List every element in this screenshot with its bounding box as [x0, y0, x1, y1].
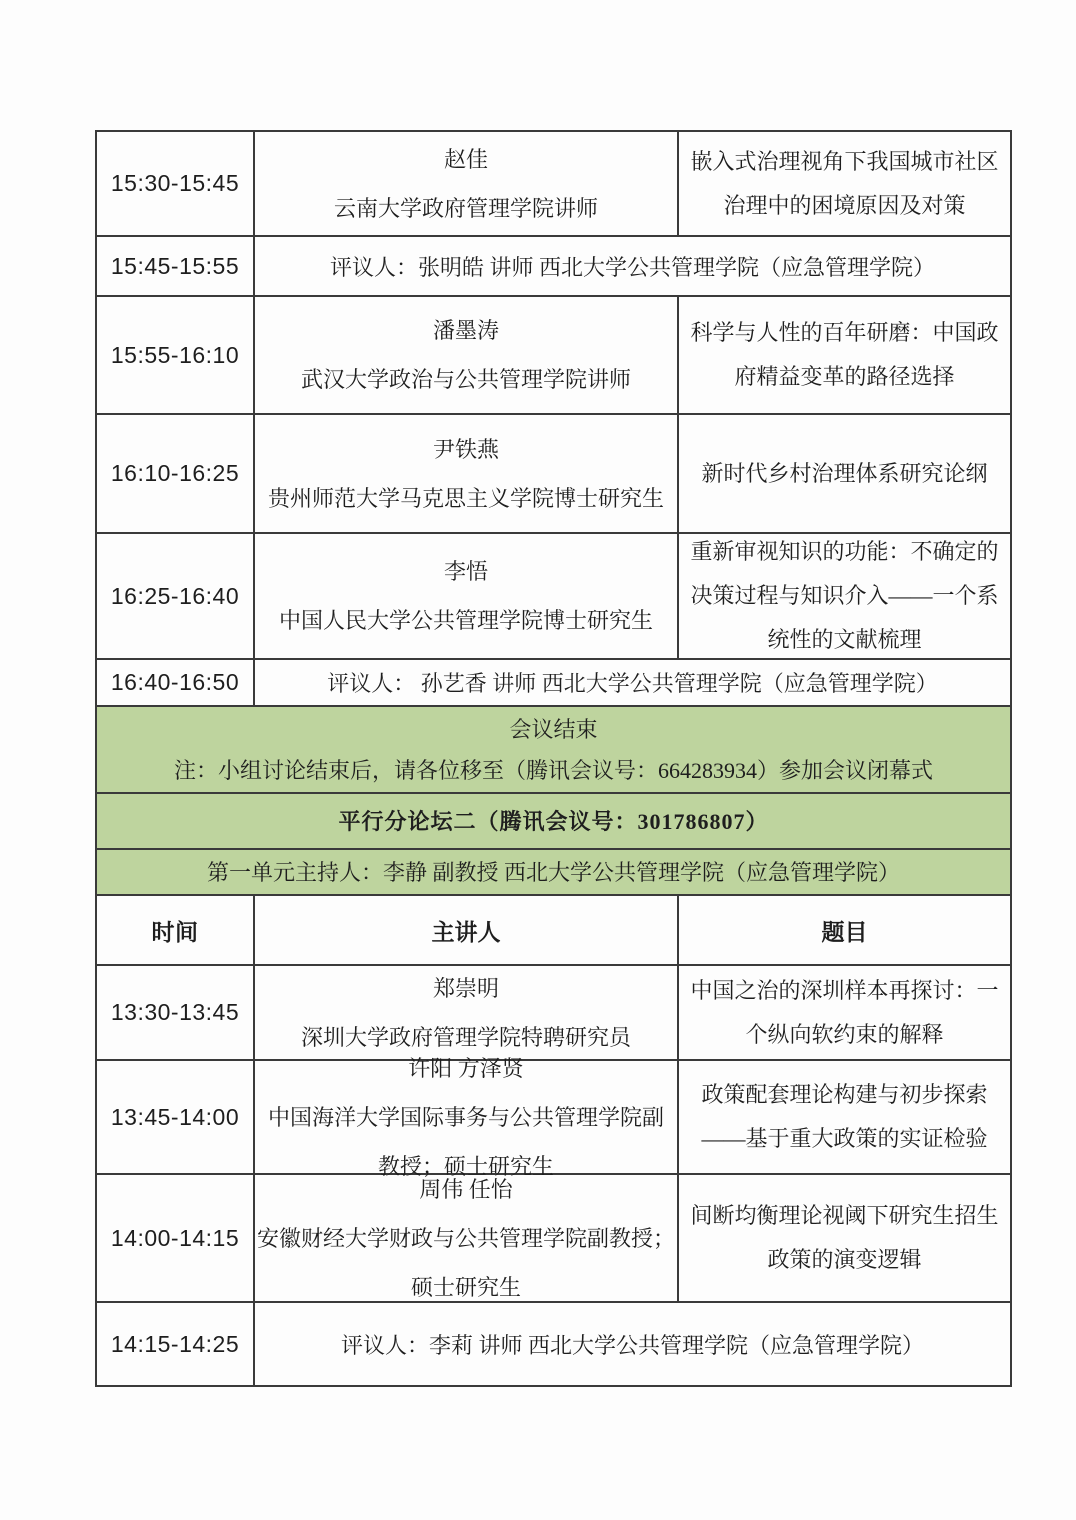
paper-title-line: 个纵向软约束的解释	[745, 1021, 944, 1047]
speaker-cell	[255, 1055, 679, 1179]
paper-title-line: 新时代乡村治理体系研究论纲	[701, 460, 988, 486]
table-row	[97, 297, 1010, 415]
title-cell	[679, 297, 1010, 413]
closing-title: 会议结束	[509, 716, 598, 742]
time-text: 15:30-15:45	[110, 170, 240, 196]
speaker-name: 许阳 方泽贤	[408, 1055, 524, 1081]
speaker-name: 潘墨涛	[432, 318, 499, 343]
paper-title-line: 科学与人性的百年研磨：中国政	[690, 320, 999, 345]
time-text: 16:40-16:50	[110, 669, 240, 695]
paper-title-line: 府精益变革的路径选择	[734, 364, 955, 389]
speaker-cell	[255, 534, 679, 658]
paper-title-line: 政策的演变逻辑	[767, 1247, 922, 1272]
speaker-name: 赵佳	[443, 146, 488, 172]
evaluator-note: 评议人： 孙艺香 讲师 西北大学公共管理学院（应急管理学院）	[327, 671, 938, 696]
speaker-affiliation: 硕士研究生	[410, 1274, 521, 1300]
paper-title-line: 政策配套理论构建与初步探索	[701, 1082, 988, 1107]
time-text: 15:55-16:10	[110, 341, 240, 368]
paper-title-line: ——基于重大政策的实证检验	[701, 1126, 988, 1151]
evaluator-cell	[255, 237, 1010, 295]
table-row	[97, 1055, 1010, 1179]
time-cell	[97, 297, 255, 413]
closing-note: 注：小组讨论结束后，请各位移至（腾讯会议号：664283934）参加会议闭幕式	[173, 757, 933, 783]
speaker-affiliation: 教授；硕士研究生	[377, 1153, 554, 1179]
speaker-name: 李悟	[443, 559, 488, 584]
header-title-label: 题目	[821, 919, 868, 945]
time-cell	[97, 237, 255, 295]
time-cell	[97, 415, 255, 532]
time-cell	[97, 534, 255, 658]
time-cell	[97, 1061, 255, 1173]
title-cell	[679, 534, 1010, 658]
time-text: 14:15-14:25	[110, 1330, 240, 1357]
title-cell	[679, 966, 1010, 1059]
time-cell	[97, 966, 255, 1059]
evaluator-note: 评议人：李莉 讲师 西北大学公共管理学院（应急管理学院）	[340, 1332, 924, 1358]
time-cell	[97, 660, 255, 705]
time-text: 16:25-16:40	[110, 582, 240, 609]
speaker-cell	[255, 132, 679, 235]
speaker-name: 周伟 任怡	[419, 1176, 513, 1202]
paper-title-line: 嵌入式治理视角下我国城市社区	[690, 148, 999, 174]
table-header-row	[97, 896, 1010, 966]
title-cell	[679, 1061, 1010, 1173]
time-text: 13:45-14:00	[110, 1103, 240, 1130]
paper-title-line: 治理中的困境原因及对策	[723, 192, 966, 218]
table-row-evaluator	[97, 1303, 1010, 1385]
time-text: 14:00-14:15	[110, 1224, 240, 1251]
table-row	[97, 415, 1010, 534]
table-row	[97, 132, 1010, 237]
speaker-affiliation: 中国海洋大学国际事务与公共管理学院副	[267, 1104, 664, 1130]
speaker-affiliation: 云南大学政府管理学院讲师	[333, 195, 598, 221]
forum2-moderator-band	[97, 850, 1010, 896]
header-speaker	[255, 896, 679, 964]
speaker-cell	[255, 415, 679, 532]
paper-title-line: 重新审视知识的功能：不确定的	[690, 539, 999, 564]
speaker-affiliation: 武汉大学政治与公共管理学院讲师	[300, 367, 631, 392]
time-text: 13:30-13:45	[110, 999, 240, 1025]
header-time	[97, 896, 255, 964]
table-row	[97, 1175, 1010, 1303]
paper-title-line: 统性的文献梳理	[767, 627, 922, 652]
time-cell	[97, 132, 255, 235]
forum2-title: 平行分论坛二（腾讯会议号：301786807）	[338, 808, 769, 834]
paper-title-line: 间断均衡理论视阈下研究生招生	[690, 1203, 999, 1228]
evaluator-note: 评议人：张明皓 讲师 西北大学公共管理学院（应急管理学院）	[329, 254, 935, 280]
header-title	[679, 896, 1010, 964]
table-row	[97, 966, 1010, 1061]
table-row	[97, 534, 1010, 660]
header-speaker-label: 主讲人	[431, 919, 501, 945]
time-text: 15:45-15:55	[110, 252, 240, 279]
speaker-name: 尹铁燕	[432, 436, 499, 462]
paper-title-line: 决策过程与知识介入——一个系	[690, 583, 999, 608]
speaker-affiliation: 深圳大学政府管理学院特聘研究员	[300, 1024, 631, 1050]
closing-band	[97, 707, 1010, 794]
table-row-evaluator	[97, 660, 1010, 707]
speaker-affiliation: 安徽财经大学财政与公共管理学院副教授；	[256, 1225, 675, 1251]
time-text: 16:10-16:25	[110, 460, 240, 486]
title-cell	[679, 132, 1010, 235]
time-cell	[97, 1303, 255, 1385]
time-cell	[97, 1175, 255, 1301]
speaker-cell	[255, 1175, 679, 1301]
speaker-affiliation: 贵州师范大学马克思主义学院博士研究生	[267, 485, 664, 511]
moderator-note: 第一单元主持人：李静 副教授 西北大学公共管理学院（应急管理学院）	[206, 859, 900, 885]
title-cell	[679, 415, 1010, 532]
header-time-label: 时间	[151, 919, 199, 945]
paper-title-line: 中国之治的深圳样本再探讨：一	[690, 977, 999, 1003]
table-row-evaluator	[97, 237, 1010, 297]
speaker-name: 郑崇明	[432, 975, 499, 1001]
schedule-table	[95, 130, 1012, 1387]
evaluator-cell	[255, 1303, 1010, 1385]
evaluator-cell	[255, 660, 1010, 705]
speaker-affiliation: 中国人民大学公共管理学院博士研究生	[278, 608, 653, 633]
title-cell	[679, 1175, 1010, 1301]
speaker-cell	[255, 297, 679, 413]
forum2-title-band	[97, 794, 1010, 850]
